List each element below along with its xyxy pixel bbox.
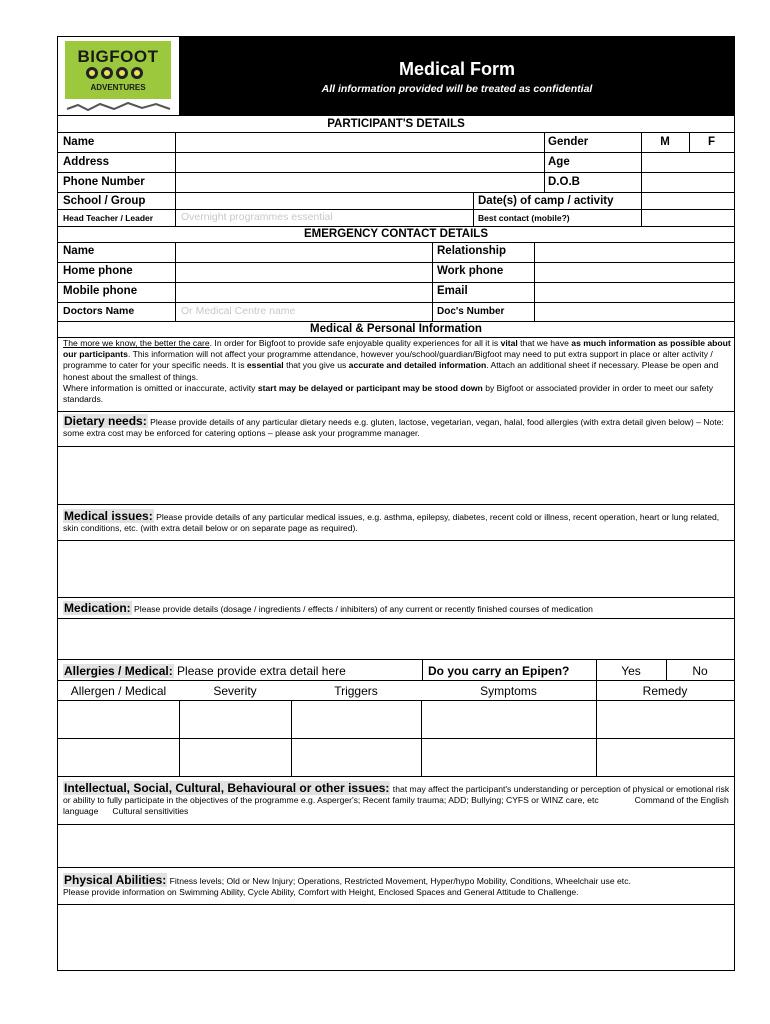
medication-heading: Medication:: [64, 601, 131, 615]
triggers-column-header: Triggers: [334, 684, 378, 698]
intellectual-text: that may affect the participant's understanding or perception of physical or emotional risk or ability to fully participate in the objectives of the programme e.g. Asperger's; Recent family trauma; ADD; Bullying; CYFS or WINZ care, etc: [63, 784, 730, 806]
allergen-column-header: Allergen / Medical: [70, 684, 167, 698]
email-label: Email: [437, 285, 468, 297]
medical-issues-input[interactable]: [58, 541, 734, 597]
medical-section-title: Medical & Personal Information: [310, 323, 482, 335]
work-phone-label: Work phone: [437, 265, 504, 277]
dietary-text: Please provide details of any particular dietary needs e.g. gluten, lactose, vegetarian, vegan, halal, food allergies (with extra detail given below) – Note: some extra cost may be enforced for catering options – please ask your programme manager.: [63, 417, 724, 439]
participant-address-label: Address: [63, 156, 110, 168]
intellectual-heading: Intellectual, Social, Cultural, Behavioural or other issues:: [64, 781, 390, 795]
logo-text-bottom: ADVENTURES: [90, 83, 146, 92]
participant-school-label: School / Group: [63, 195, 146, 207]
gender-f-option[interactable]: F: [707, 136, 716, 148]
intro-part-4: that you give us: [283, 360, 349, 371]
emergency-home-phone-label: Home phone: [63, 265, 133, 277]
allergies-heading-note: Please provide extra detail here: [173, 664, 346, 678]
docs-number-input[interactable]: [534, 303, 734, 321]
epipen-yes-option[interactable]: Yes: [621, 664, 641, 678]
physical-text: Fitness levels; Old or New Injury; Operations, Restricted Movement, Hyper/hypo Mobility, Conditions, Wheelchair use etc.: [167, 876, 631, 886]
email-input[interactable]: [534, 283, 734, 302]
emergency-mobile-label: Mobile phone: [63, 285, 138, 297]
physical-instructions: [63, 875, 731, 898]
participant-address-input[interactable]: [175, 153, 544, 172]
participant-school-input[interactable]: [175, 193, 473, 210]
intellectual-extra-2: Cultural sensitivities: [112, 806, 189, 817]
dates-input[interactable]: [642, 193, 734, 210]
physical-heading: Physical Abilities:: [64, 873, 167, 887]
intro-part-6: Where information is omitted or inaccurate, activity: [63, 382, 258, 393]
intellectual-extra-1: Command of the English language: [63, 795, 729, 817]
logo: [58, 37, 179, 117]
allergies-heading: Allergies / Medical:: [64, 664, 173, 678]
medical-form: [57, 36, 735, 971]
dietary-instructions: [63, 416, 731, 439]
intro-essential: essential: [246, 360, 284, 371]
head-teacher-placeholder: Overnight programmes essential: [181, 211, 333, 223]
emergency-name-input[interactable]: [175, 243, 432, 262]
gender-label: Gender: [548, 136, 589, 148]
logo-text-top: BIGFOOT: [77, 47, 159, 66]
physical-text-2: Please provide information on Swimming Ability, Cycle Ability, Comfort with Height, Enclosed Spaces and General Attitude to Challenge.: [63, 887, 579, 898]
form-subtitle: All information provided will be treated as confidential: [321, 83, 593, 95]
form-title: Medical Form: [398, 59, 516, 79]
medical-intro-text: [63, 338, 731, 405]
medication-instructions: [63, 603, 731, 615]
remedy-column-header: Remedy: [642, 684, 688, 698]
head-teacher-label: Head Teacher / Leader: [63, 213, 154, 223]
epipen-no-option[interactable]: No: [692, 664, 708, 678]
severity-column-header: Severity: [213, 684, 257, 698]
intellectual-instructions: [63, 783, 731, 818]
medical-issues-heading: Medical issues:: [64, 509, 153, 523]
dob-label: D.O.B: [548, 176, 580, 188]
dates-label: Date(s) of camp / activity: [478, 195, 614, 207]
intro-part-5: . Attach an additional sheet if necessary. Please be open and honest about the smallest of things.: [63, 360, 719, 382]
intro-bold-1: as much information as possible about our participants: [63, 338, 731, 360]
medication-input[interactable]: [58, 619, 734, 659]
header-band: [180, 37, 734, 115]
intellectual-input[interactable]: [58, 825, 734, 867]
allergies-heading-row: [63, 664, 346, 678]
intro-part-7: by Bigfoot or associated provider in order to meet our safety standards.: [63, 382, 714, 405]
allergy-row-2[interactable]: [58, 739, 734, 776]
emergency-name-label: Name: [63, 245, 95, 257]
medical-issues-instructions: [63, 511, 731, 534]
intro-bold-2: accurate and detailed information: [348, 360, 487, 371]
epipen-question: Do you carry an Epipen?: [428, 664, 570, 678]
intro-part-1: . In order for Bigfoot to provide safe enjoyable quality experiences for all it is: [209, 338, 501, 348]
participant-name-input[interactable]: [175, 133, 544, 152]
best-contact-label: Best contact (mobile?): [478, 213, 570, 223]
allergy-row-1[interactable]: [58, 701, 734, 738]
relationship-input[interactable]: [534, 243, 734, 262]
intro-underlined: The more we know, the better the care: [63, 338, 210, 348]
gender-m-option[interactable]: M: [660, 136, 670, 148]
medical-issues-text: Please provide details of any particular medical issues, e.g. asthma, epilepsy, diabetes, recent cold or illness, recent operation, heart or lung related, skin conditions, etc. (with extra detail below or on separate page as required).: [63, 512, 720, 534]
dietary-heading: Dietary needs:: [64, 414, 147, 428]
best-contact-input[interactable]: [642, 210, 734, 226]
dietary-input[interactable]: [58, 447, 734, 504]
intro-bold-3: start may be delayed or participant may be stood down: [257, 382, 483, 393]
emergency-mobile-input[interactable]: [175, 283, 432, 302]
head-teacher-input[interactable]: [175, 210, 473, 226]
doctors-name-placeholder: Or Medical Centre name: [181, 305, 296, 317]
relationship-label: Relationship: [437, 245, 507, 257]
dob-input[interactable]: [642, 173, 734, 192]
medication-text: Please provide details (dosage / ingredients / effects / inhibiters) of any current or recently finished courses of medication: [131, 604, 593, 614]
participant-phone-input[interactable]: [175, 173, 544, 192]
physical-input[interactable]: [58, 905, 734, 970]
docs-number-label: Doc's Number: [437, 306, 505, 317]
participant-phone-label: Phone Number: [63, 176, 145, 188]
intro-vital: vital: [500, 338, 518, 348]
intro-part-2: that we have: [517, 338, 572, 348]
age-label: Age: [548, 156, 570, 168]
doctors-name-input[interactable]: [175, 303, 432, 321]
emergency-section-title: EMERGENCY CONTACT DETAILS: [303, 228, 488, 240]
age-input[interactable]: [642, 153, 734, 172]
emergency-home-phone-input[interactable]: [175, 263, 432, 282]
symptoms-column-header: Symptoms: [480, 684, 537, 698]
doctors-name-label: Doctors Name: [63, 305, 135, 317]
participant-name-label: Name: [63, 136, 95, 148]
participant-section-title: PARTICIPANT'S DETAILS: [327, 118, 465, 130]
work-phone-input[interactable]: [534, 263, 734, 282]
intro-part-3: . This information will not affect your programme attendance, however you/school/guardian/Bigfoot may need to put extra support in place or alter activity / programme to cater for your specific needs. It is: [63, 349, 713, 371]
